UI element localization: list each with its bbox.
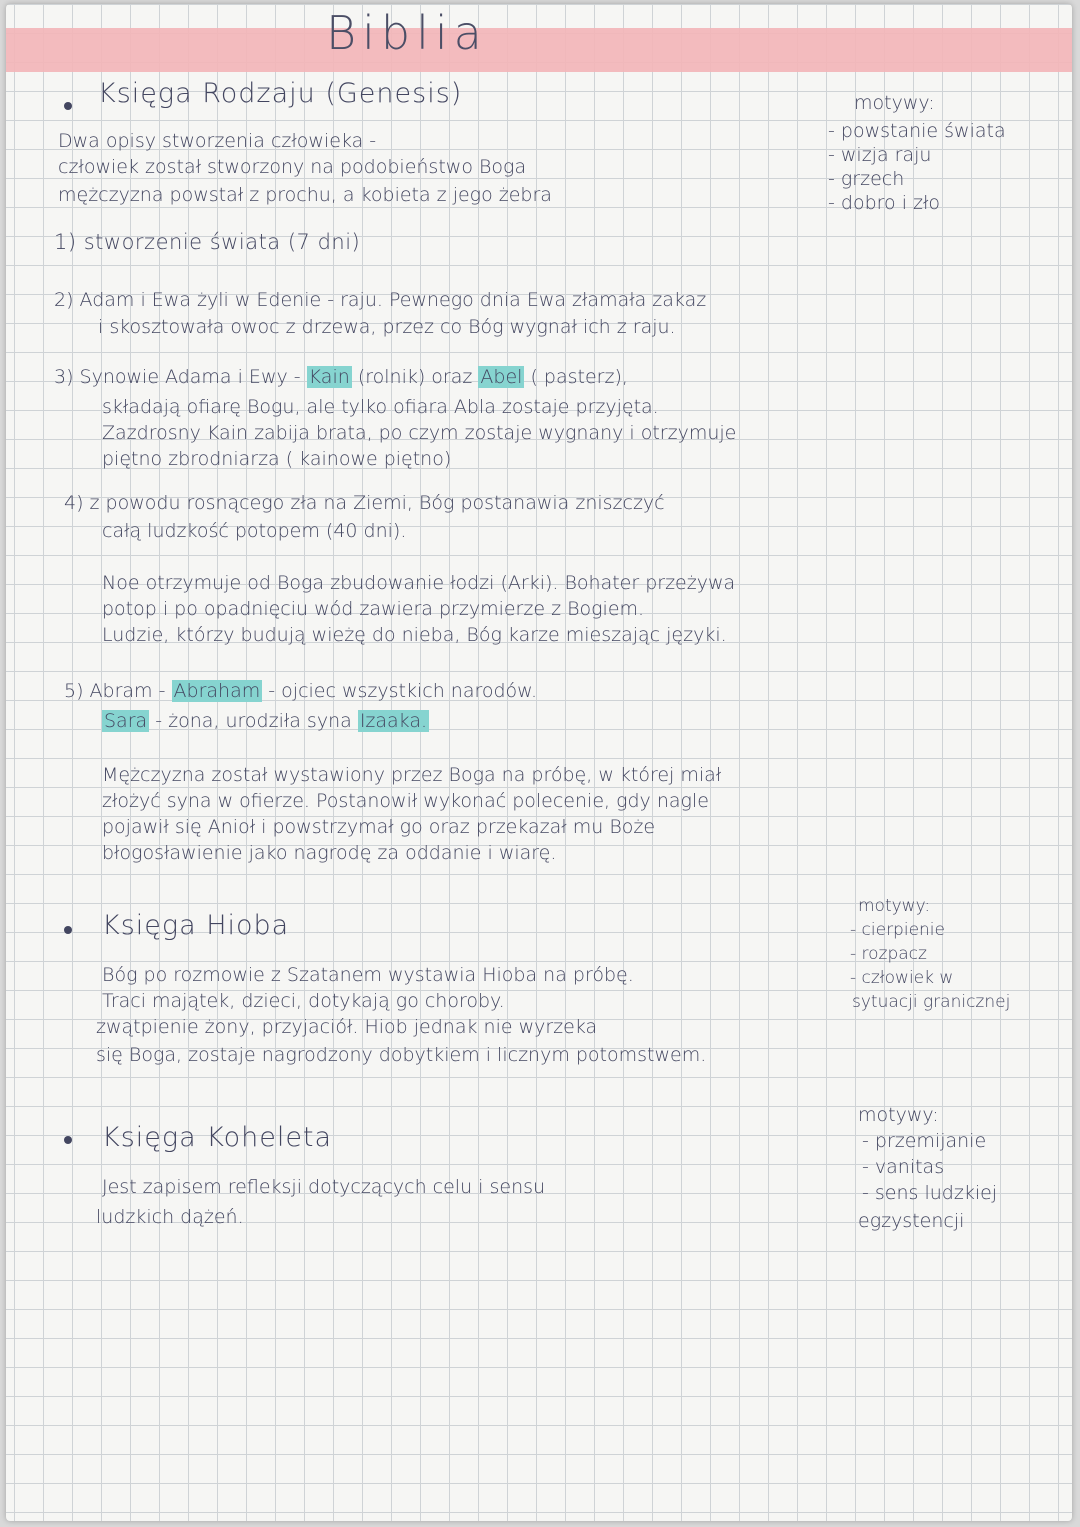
bullet-job xyxy=(64,926,72,934)
genesis-point-3-line-1 xyxy=(54,366,628,388)
genesis-intro-1: Dwa opisy stworzenia człowieka - xyxy=(58,130,377,152)
title-highlight xyxy=(6,28,1072,72)
genesis-motif-3: - grzech xyxy=(828,168,905,190)
p5-izaak: Izaaka. xyxy=(359,710,428,732)
ecclesiastes-heading: Księga Koheleta xyxy=(102,1122,333,1153)
noe-line-1: Noe otrzymuje od Boga zbudowanie łodzi (Arki). Bohater przeżywa xyxy=(102,572,736,594)
bullet-ecclesiastes xyxy=(64,1136,72,1144)
p5-abraham: Abraham xyxy=(173,680,261,702)
genesis-point-3-line-2: składają ofiarę Bogu, ale tylko ofiara Abla zostaje przyjęta. xyxy=(102,396,659,418)
page-title: Biblia xyxy=(326,6,488,60)
genesis-motif-1: - powstanie świata xyxy=(828,120,1006,142)
genesis-heading: Księga Rodzaju (Genesis) xyxy=(98,78,463,109)
abraham-line-3: pojawił się Anioł i powstrzymał go oraz przekazał mu Boże xyxy=(102,816,656,838)
noe-line-2: potop i po opadnięciu wód zawiera przymierze z Bogiem. xyxy=(102,598,645,620)
ecclesiastes-text-2: ludzkich dążeń. xyxy=(96,1206,244,1228)
abraham-line-4: błogosławienie jako nagrodę za oddanie i wiarę. xyxy=(102,842,557,864)
p3-kain: Kain xyxy=(308,366,350,388)
job-text-4: się Boga, zostaje nagrodzony dobytkiem i licznym potomstwem. xyxy=(96,1044,707,1066)
job-motif-2: - rozpacz xyxy=(850,944,927,964)
ecclesiastes-text-1: Jest zapisem refleksji dotyczących celu i sensu xyxy=(102,1176,546,1198)
job-text-3: zwątpienie żony, przyjaciół. Hiob jednak nie wyrzeka xyxy=(96,1016,598,1038)
notebook-page xyxy=(6,4,1072,1521)
genesis-point-2-line-2: i skosztowała owoc z drzewa, przez co Bóg wygnał ich z raju. xyxy=(98,316,676,338)
abraham-line-1: Mężczyzna został wystawiony przez Boga na próbę, w której miał xyxy=(102,764,722,786)
genesis-point-5-line-1 xyxy=(64,680,537,702)
job-text-1: Bóg po rozmowie z Szatanem wystawia Hioba na próbę. xyxy=(102,964,634,986)
genesis-point-3-line-3: Zazdrosny Kain zabija brata, po czym zostaje wygnany i otrzymuje xyxy=(102,422,737,444)
job-motifs-label: motywy: xyxy=(858,896,931,916)
genesis-point-2-line-1: 2) Adam i Ewa żyli w Edenie - raju. Pewnego dnia Ewa złamała zakaz xyxy=(54,289,707,311)
p3-abel: Abel xyxy=(480,366,523,388)
genesis-point-4-line-2: całą ludzkość potopem (40 dni). xyxy=(102,520,407,542)
job-motif-1: - cierpienie xyxy=(850,920,945,940)
genesis-motifs-label: motywy: xyxy=(854,92,935,114)
job-heading: Księga Hioba xyxy=(102,910,290,941)
ecclesiastes-motif-2: - vanitas xyxy=(862,1156,945,1178)
genesis-motif-2: - wizja raju xyxy=(828,144,932,166)
p5-mid: - żona, urodziła syna xyxy=(155,710,352,732)
ecclesiastes-motif-1: - przemijanie xyxy=(862,1130,987,1152)
noe-line-3: Ludzie, którzy budują wieżę do nieba, Bóg karze mieszając języki. xyxy=(102,624,727,646)
p5-sara: Sara xyxy=(104,710,148,732)
p5-suffix: - ojciec wszystkich narodów. xyxy=(268,680,538,702)
job-text-2: Traci majątek, dzieci, dotykają go choroby. xyxy=(102,990,505,1012)
job-motif-3: - człowiek w xyxy=(850,968,954,988)
genesis-point-1: 1) stworzenie świata (7 dni) xyxy=(54,230,361,254)
p3-mid: (rolnik) oraz xyxy=(357,366,473,388)
job-motif-4: sytuacji granicznej xyxy=(852,992,1011,1012)
genesis-intro-2: człowiek został stworzony na podobieństwo Boga xyxy=(58,156,527,178)
ecclesiastes-motif-4: egzystencji xyxy=(858,1210,965,1232)
p3-prefix: 3) Synowie Adama i Ewy - xyxy=(54,366,301,388)
bullet-genesis xyxy=(64,102,72,110)
p3-suffix: ( pasterz), xyxy=(530,366,628,388)
genesis-point-4-line-1: 4) z powodu rosnącego zła na Ziemi, Bóg postanawia zniszczyć xyxy=(64,492,665,514)
abraham-line-2: złożyć syna w ofierze. Postanowił wykonać polecenie, gdy nagle xyxy=(102,790,709,812)
ecclesiastes-motifs-label: motywy: xyxy=(858,1104,939,1126)
ecclesiastes-motif-3: - sens ludzkiej xyxy=(862,1182,998,1204)
genesis-motif-4: - dobro i zło xyxy=(828,192,941,214)
genesis-point-5-line-2 xyxy=(102,710,429,732)
p5-prefix: 5) Abram - xyxy=(64,680,166,702)
genesis-point-3-line-4: piętno zbrodniarza ( kainowe piętno) xyxy=(102,448,452,470)
genesis-intro-3: mężczyzna powstał z prochu, a kobieta z jego żebra xyxy=(58,184,552,206)
